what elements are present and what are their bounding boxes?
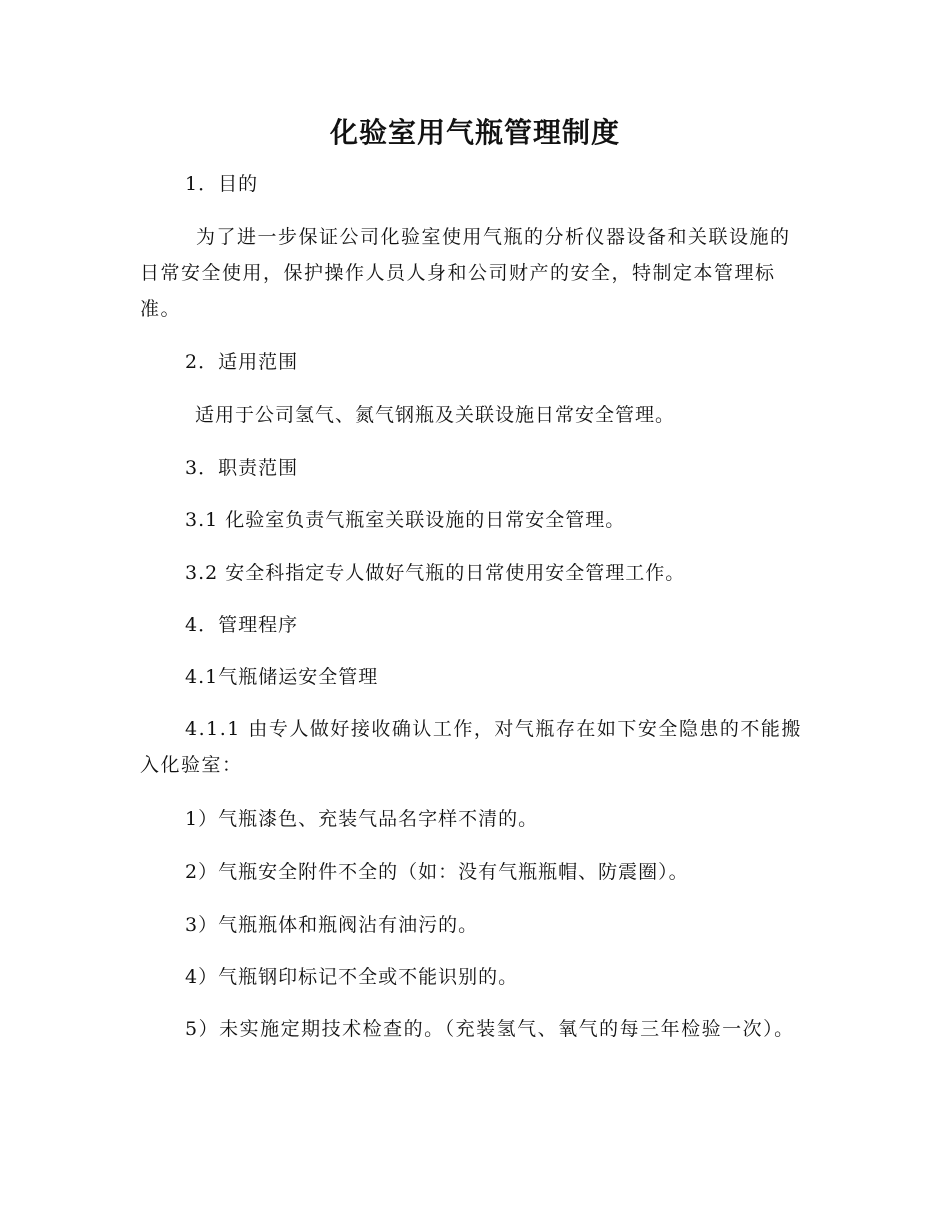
section-4-1-heading: 4.1气瓶储运安全管理 [185, 666, 379, 688]
section-3-1: 3.1 化验室负责气瓶室关联设施的日常安全管理。 [185, 509, 626, 531]
section-3-2: 3.2 安全科指定专人做好气瓶的日常使用安全管理工作。 [185, 562, 686, 584]
list-item: 3）气瓶瓶体和瓶阀沾有油污的。 [185, 914, 479, 936]
section-4-1-1: 4.1.1 由专人做好接收确认工作，对气瓶存在如下安全隐患的不能搬入化验室： [140, 718, 802, 776]
list-item: 4）气瓶钢印标记不全或不能识别的。 [185, 966, 519, 988]
document-title: 化验室用气瓶管理制度 [329, 116, 620, 149]
list-item: 5）未实施定期技术检查的。（充装氢气、氧气的每三年检验一次）。 [185, 1018, 795, 1040]
section-1-body: 为了进一步保证公司化验室使用气瓶的分析仪器设备和关联设施的日常安全使用，保护操作人员人身和公司财产的安全，特制定本管理标准。 [140, 226, 791, 320]
section-2-body: 适用于公司氢气、氮气钢瓶及关联设施日常安全管理。 [195, 404, 676, 426]
section-3-heading: 3．职责范围 [185, 457, 299, 479]
section-1-heading: 1．目的 [185, 173, 259, 195]
section-4-heading: 4．管理程序 [185, 614, 299, 636]
list-item: 2）气瓶安全附件不全的（如：没有气瓶瓶帽、防震圈）。 [185, 861, 689, 883]
list-item: 1）气瓶漆色、充装气品名字样不清的。 [185, 808, 539, 830]
section-2-heading: 2．适用范围 [185, 351, 299, 373]
